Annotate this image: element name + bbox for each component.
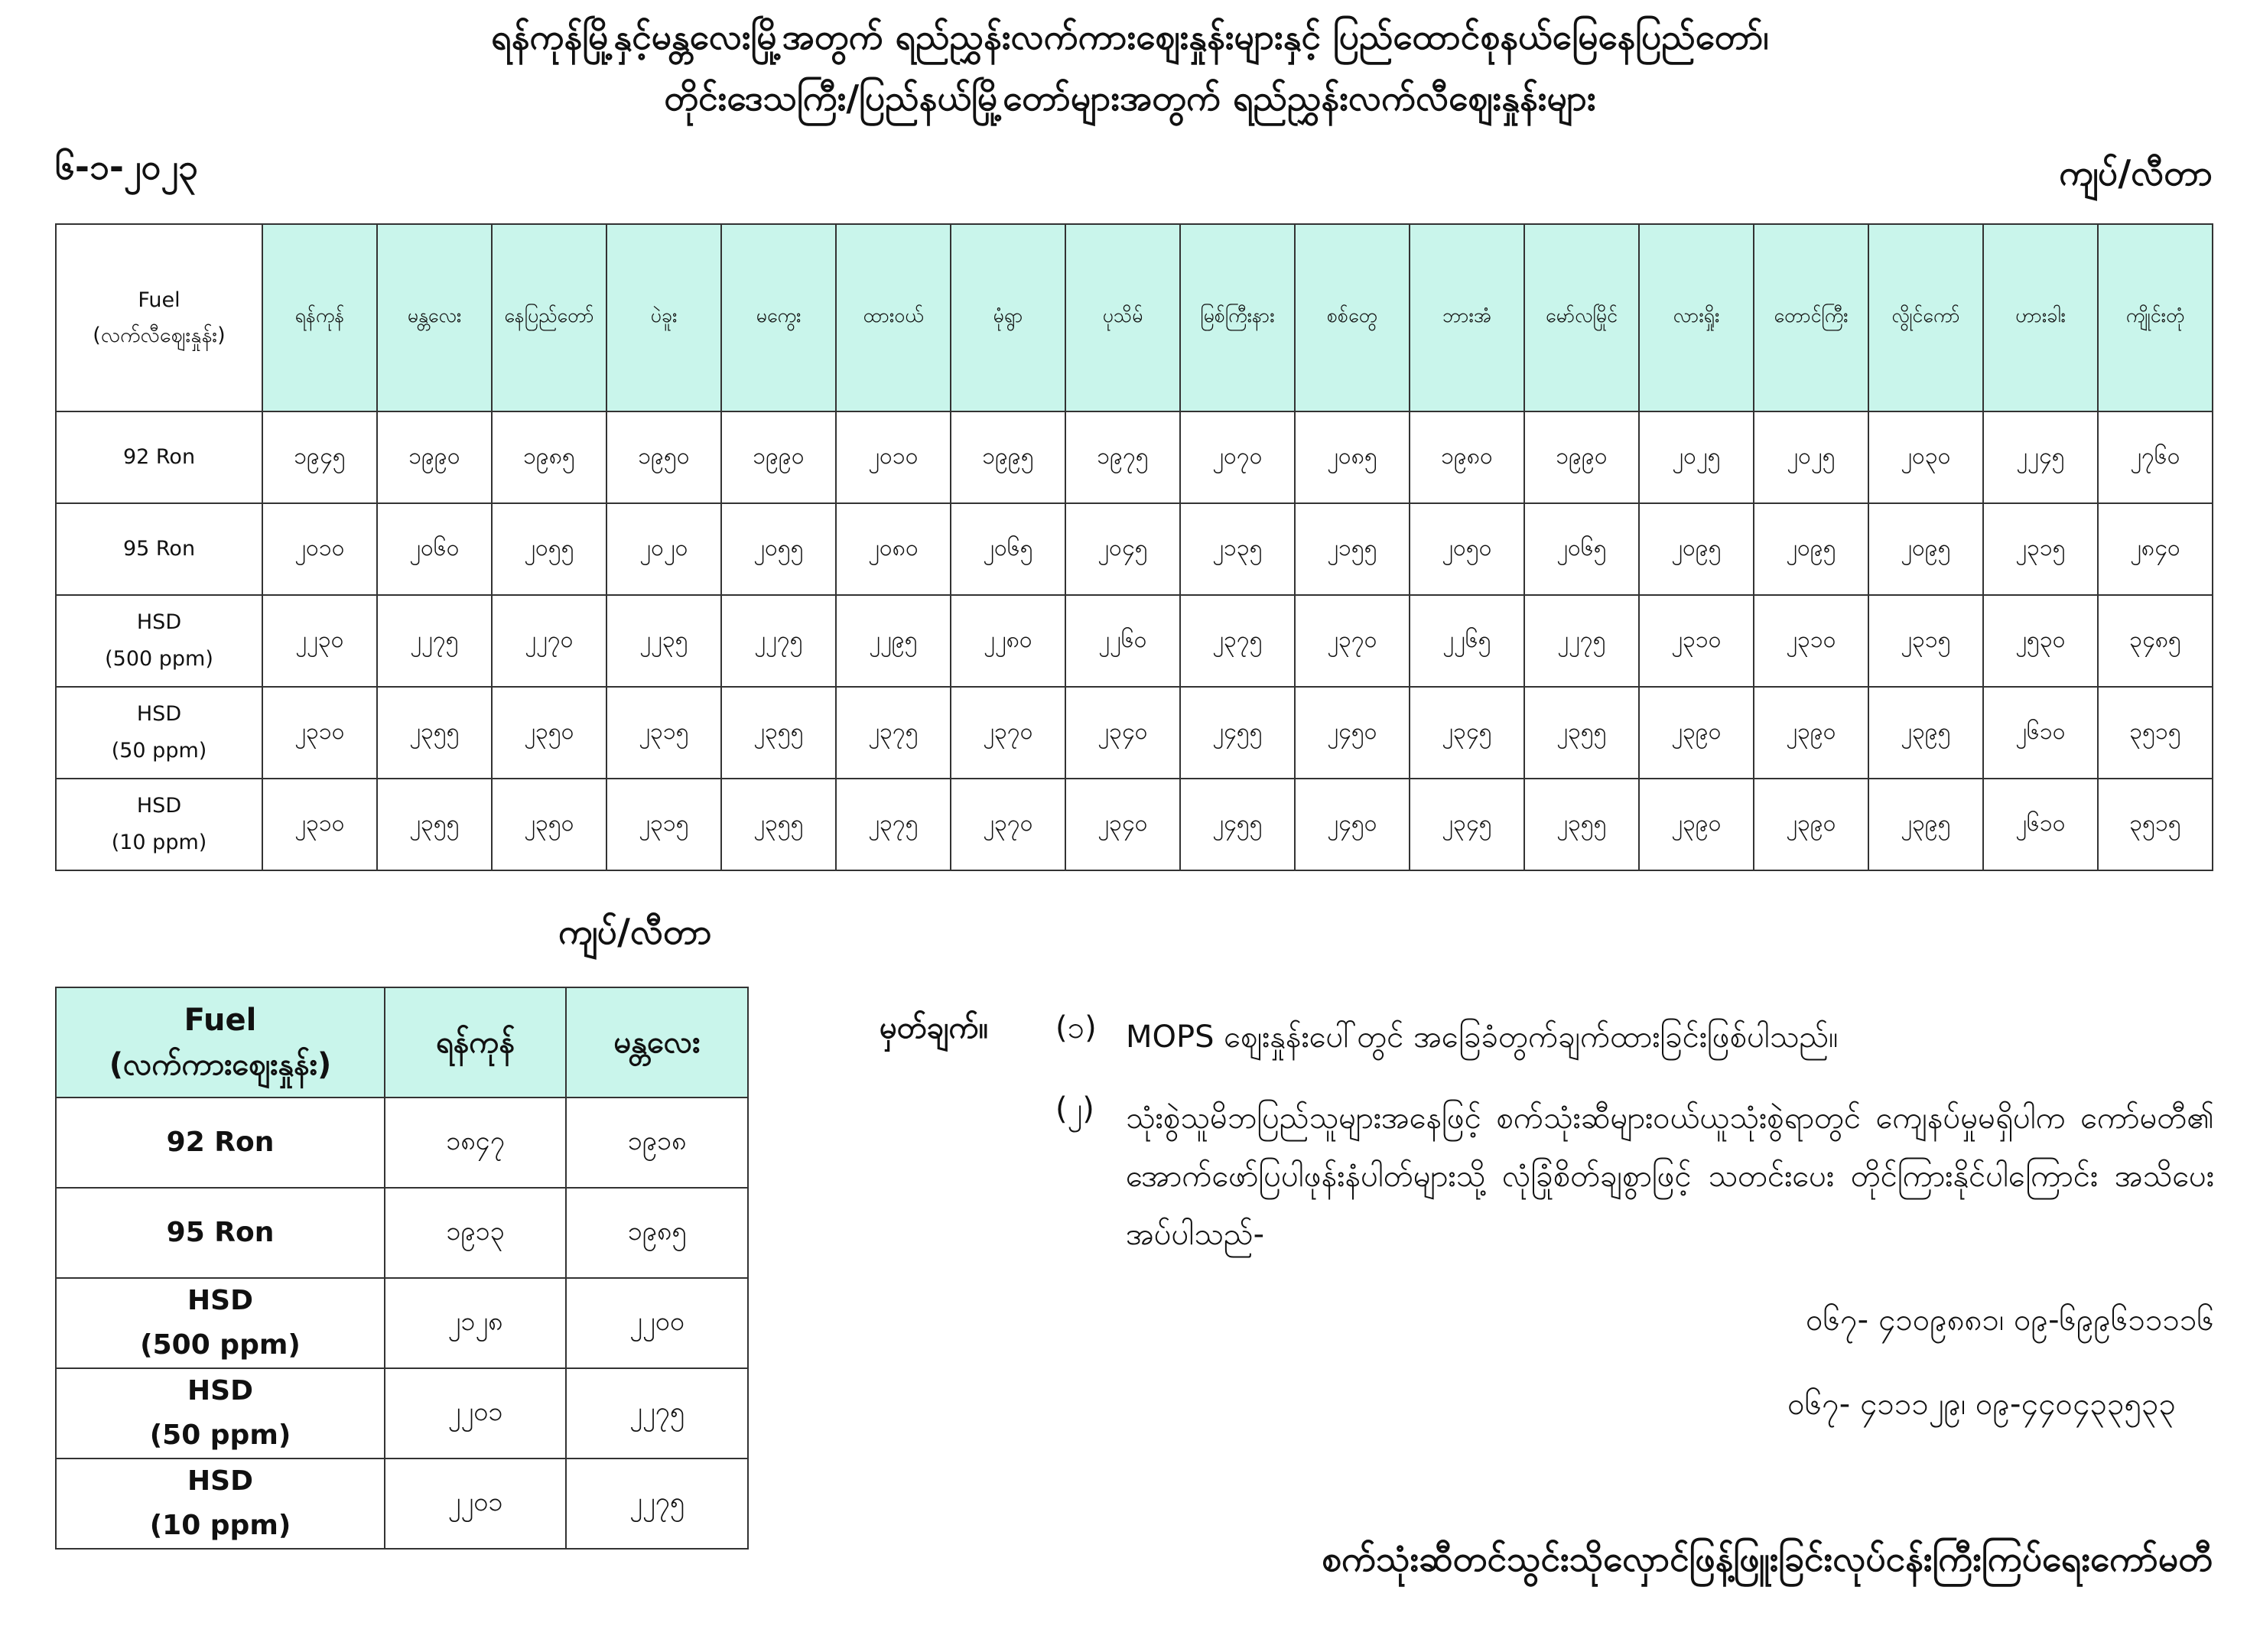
fuel-type-name: 95 Ron xyxy=(122,537,196,561)
price-cell: ၂၄၅၀ xyxy=(1295,779,1410,870)
fuel-type-name: HSD xyxy=(136,794,182,818)
price-cell: ၃၄၈၅ xyxy=(2098,595,2213,687)
fuel-type-name: HSD xyxy=(187,1375,253,1406)
fuel-type-spec: (10 ppm) xyxy=(149,1510,291,1541)
price-cell: ၂၀၆၅ xyxy=(951,503,1065,595)
price-cell: ၁၉၉၀ xyxy=(721,411,836,503)
price-cell: ၂၀၂၅ xyxy=(1639,411,1754,503)
fuel-column-header xyxy=(56,224,262,411)
page-title-line2: တိုင်းဒေသကြီး/ပြည်နယ်မြို့တော်များအတွက် ရည်ညွှန်းလက်လီဈေးနှုန်းများ xyxy=(664,77,1596,119)
price-cell: ၂၃၁၀ xyxy=(1639,595,1754,687)
price-cell: ၂၃၇၅ xyxy=(836,687,951,779)
fuel-type-label xyxy=(56,687,262,779)
price-cell: ၂၃၅၀ xyxy=(492,687,606,779)
price-cell: ၂၃၄၅ xyxy=(1410,687,1524,779)
price-cell: ၂၀၈၅ xyxy=(1295,411,1410,503)
phone-numbers-1: ၀၆၇- ၄၁၀၉၈၈၁၊ ၀၉-၆၉၉၆၁၁၁၁၆ xyxy=(1806,1302,2214,1338)
price-cell: ၂၃၉၅ xyxy=(1868,687,1983,779)
date-label: ၆-၁-၂၀၂၃ xyxy=(55,146,198,187)
price-cell: ၂၂၇၅ xyxy=(721,595,836,687)
price-cell: ၂၂၃၀ xyxy=(262,595,377,687)
fuel-column-header xyxy=(56,987,385,1098)
wholesale-price-table xyxy=(55,987,749,1550)
price-cell: ၂၀၁၀ xyxy=(262,503,377,595)
city-header: ဘားအံ xyxy=(1410,224,1524,411)
price-cell: ၂၂၇၅ xyxy=(566,1459,748,1549)
fuel-header-line1: Fuel xyxy=(138,288,180,312)
wholesale-header-row xyxy=(56,987,748,1098)
city-header: မုံရွာ xyxy=(951,224,1065,411)
price-cell: ၂၁၅၅ xyxy=(1295,503,1410,595)
fuel-type-label xyxy=(56,1188,385,1278)
fuel-type-name: HSD xyxy=(187,1465,253,1497)
price-cell: ၂၃၇၀ xyxy=(951,779,1065,870)
city-header: စစ်တွေ xyxy=(1295,224,1410,411)
price-cell: ၁၉၁၃ xyxy=(385,1188,566,1278)
price-cell: ၂၆၁၀ xyxy=(1983,779,2098,870)
table-row xyxy=(56,1278,748,1368)
price-cell: ၂၃၅၅ xyxy=(377,779,492,870)
price-cell: ၁၉၈၅ xyxy=(492,411,606,503)
price-cell: ၂၂၆၅ xyxy=(1410,595,1524,687)
fuel-type-label xyxy=(56,779,262,870)
price-cell: ၂၀၈၀ xyxy=(836,503,951,595)
price-cell: ၃၅၁၅ xyxy=(2098,779,2213,870)
price-cell: ၂၆၁၀ xyxy=(1983,687,2098,779)
price-cell: ၂၃၉၅ xyxy=(1868,779,1983,870)
fuel-type-name: HSD xyxy=(136,702,182,726)
price-cell: ၂၃၁၅ xyxy=(606,687,721,779)
price-cell: ၂၃၁၅ xyxy=(1983,503,2098,595)
price-cell: ၁၉၉၅ xyxy=(951,411,1065,503)
city-header: ဟားခါး xyxy=(1983,224,2098,411)
fuel-type-label xyxy=(56,1098,385,1188)
fuel-type-label xyxy=(56,595,262,687)
price-cell: ၂၃၄၀ xyxy=(1065,687,1180,779)
price-cell: ၂၂၇၀ xyxy=(492,595,606,687)
price-cell: ၂၀၁၀ xyxy=(836,411,951,503)
price-cell: ၂၂၃၅ xyxy=(606,595,721,687)
price-cell: ၂၀၉၅ xyxy=(1754,503,1868,595)
city-header: ကျိုင်းတုံ xyxy=(2098,224,2213,411)
price-cell: ၂၀၅၅ xyxy=(492,503,606,595)
price-cell: ၂၃၅၅ xyxy=(721,779,836,870)
price-cell: ၂၀၇၀ xyxy=(1180,411,1295,503)
price-cell: ၂၀၄၅ xyxy=(1065,503,1180,595)
fuel-type-name: 95 Ron xyxy=(166,1217,275,1248)
price-cell: ၂၃၇၅ xyxy=(836,779,951,870)
price-cell: ၂၃၇၅ xyxy=(1180,595,1295,687)
price-cell: ၂၃၉၀ xyxy=(1639,687,1754,779)
price-cell: ၂၃၅၀ xyxy=(492,779,606,870)
fuel-type-label xyxy=(56,503,262,595)
price-cell: ၁၉၉၀ xyxy=(377,411,492,503)
price-cell: ၂၃၉၀ xyxy=(1754,687,1868,779)
price-cell: ၂၂၀၁ xyxy=(385,1459,566,1549)
price-cell: ၁၉၉၀ xyxy=(1524,411,1639,503)
price-cell: ၂၂၇၅ xyxy=(377,595,492,687)
fuel-type-name: 92 Ron xyxy=(122,445,196,469)
price-cell: ၂၀၅၀ xyxy=(1410,503,1524,595)
city-header: မန္တလေး xyxy=(566,987,748,1098)
price-cell: ၂၀၉၅ xyxy=(1868,503,1983,595)
table-row xyxy=(56,1368,748,1459)
city-header: မော်လမြိုင် xyxy=(1524,224,1639,411)
price-cell: ၂၂၀၁ xyxy=(385,1368,566,1459)
note-1-number: (၁) xyxy=(1055,1010,1097,1046)
fuel-type-label xyxy=(56,411,262,503)
price-cell: ၁၉၁၈ xyxy=(566,1098,748,1188)
fuel-type-label xyxy=(56,1368,385,1459)
table-row xyxy=(56,503,2213,595)
price-cell: ၂၁၂၈ xyxy=(385,1278,566,1368)
city-header: မန္တလေး xyxy=(377,224,492,411)
city-header: ပုသိမ် xyxy=(1065,224,1180,411)
price-cell: ၂၃၅၅ xyxy=(721,687,836,779)
committee-name: စက်သုံးဆီတင်သွင်းသိုလှောင်ဖြန့်ဖြူးခြင်းလုပ်ငန်းကြီးကြပ်ရေးကော်မတီ xyxy=(1322,1538,2213,1579)
price-cell: ၂၄၅၀ xyxy=(1295,687,1410,779)
price-cell: ၂၃၉၀ xyxy=(1754,779,1868,870)
city-header: နေပြည်တော် xyxy=(492,224,606,411)
fuel-type-label xyxy=(56,1278,385,1368)
note-2-number: (၂) xyxy=(1055,1091,1094,1127)
price-cell: ၂၃၄၀ xyxy=(1065,779,1180,870)
price-cell: ၂၂၉၅ xyxy=(836,595,951,687)
fuel-header-line2: (လက်လီဈေးနှုန်း) xyxy=(93,323,226,347)
unit-label-wholesale: ကျပ်/လီတာ xyxy=(558,911,712,952)
price-cell: ၂၃၉၀ xyxy=(1639,779,1754,870)
price-cell: ၂၃၇၀ xyxy=(951,687,1065,779)
price-cell: ၂၂၀၀ xyxy=(566,1278,748,1368)
page-title-line1: ရန်ကုန်မြို့နှင့်မန္တလေးမြို့အတွက် ရည်ညွှန်းလက်ကားဈေးနှုန်းများနှင့် ပြည်ထောင်စုနယ်မြေနေပြည်တော်၊ xyxy=(491,16,1769,57)
price-cell: ၂၄၅၅ xyxy=(1180,779,1295,870)
price-cell: ၁၈၄၇ xyxy=(385,1098,566,1188)
fuel-header-line2: (လက်ကားဈေးနှုန်း) xyxy=(109,1047,332,1082)
price-cell: ၂၂၈၀ xyxy=(951,595,1065,687)
price-cell: ၂၂၇၅ xyxy=(1524,595,1639,687)
price-cell: ၂၃၅၅ xyxy=(1524,687,1639,779)
fuel-type-spec: (50 ppm) xyxy=(111,739,207,763)
price-cell: ၂၃၇၀ xyxy=(1295,595,1410,687)
city-header: မြစ်ကြီးနား xyxy=(1180,224,1295,411)
unit-label-retail: ကျပ်/လီတာ xyxy=(2059,152,2213,193)
price-cell: ၂၀၆၀ xyxy=(377,503,492,595)
table-row xyxy=(56,687,2213,779)
price-cell: ၂၁၃၅ xyxy=(1180,503,1295,595)
table-row xyxy=(56,1459,748,1549)
notes-label: မှတ်ချက်။ xyxy=(880,1010,988,1046)
price-cell: ၂၃၁၅ xyxy=(606,779,721,870)
price-cell: ၃၅၁၅ xyxy=(2098,687,2213,779)
price-cell: ၂၈၄၀ xyxy=(2098,503,2213,595)
note-1-text: MOPS ဈေးနှုန်းပေါ်တွင် အခြေခံတွက်ချက်ထားခြင်းဖြစ်ပါသည်။ xyxy=(1126,1019,1839,1055)
table-row xyxy=(56,595,2213,687)
fuel-type-name: 92 Ron xyxy=(166,1127,275,1158)
fuel-type-spec: (500 ppm) xyxy=(140,1329,301,1361)
price-cell: ၂၅၃၀ xyxy=(1983,595,2098,687)
city-header: လားရှိုး xyxy=(1639,224,1754,411)
price-cell: ၂၃၁၀ xyxy=(1754,595,1868,687)
price-cell: ၂၀၂၅ xyxy=(1754,411,1868,503)
price-cell: ၂၀၃၀ xyxy=(1868,411,1983,503)
table-row xyxy=(56,779,2213,870)
price-cell: ၂၃၁၀ xyxy=(262,779,377,870)
price-cell: ၁၉၇၅ xyxy=(1065,411,1180,503)
price-cell: ၂၃၅၅ xyxy=(1524,779,1639,870)
price-cell: ၂၃၁၅ xyxy=(1868,595,1983,687)
price-cell: ၁၉၄၅ xyxy=(262,411,377,503)
price-cell: ၂၃၅၅ xyxy=(377,687,492,779)
fuel-type-spec: (500 ppm) xyxy=(105,647,213,671)
fuel-type-label xyxy=(56,1459,385,1549)
city-header: မကွေး xyxy=(721,224,836,411)
phone-numbers-2: ၀၆၇- ၄၁၁၁၂၉၊ ၀၉-၄၄၀၄၃၃၅၃၃ xyxy=(1787,1387,2176,1422)
fuel-header-line1: Fuel xyxy=(184,1003,257,1038)
price-cell: ၂၀၉၅ xyxy=(1639,503,1754,595)
price-cell: ၂၂၆၀ xyxy=(1065,595,1180,687)
city-header: ထားဝယ် xyxy=(836,224,951,411)
city-header: တောင်ကြီး xyxy=(1754,224,1868,411)
city-header: ရန်ကုန် xyxy=(385,987,566,1098)
price-cell: ၂၄၅၅ xyxy=(1180,687,1295,779)
price-cell: ၂၀၅၅ xyxy=(721,503,836,595)
price-cell: ၁၉၈၅ xyxy=(566,1188,748,1278)
price-cell: ၂၃၄၅ xyxy=(1410,779,1524,870)
price-cell: ၂၂၇၅ xyxy=(566,1368,748,1459)
fuel-type-name: HSD xyxy=(136,610,182,634)
table-row xyxy=(56,411,2213,503)
price-cell: ၁၉၈၀ xyxy=(1410,411,1524,503)
fuel-type-name: HSD xyxy=(187,1285,253,1316)
price-cell: ၂၂၄၅ xyxy=(1983,411,2098,503)
retail-price-table xyxy=(55,223,2213,871)
table-row xyxy=(56,1188,748,1278)
note-2-text: သုံးစွဲသူမိဘပြည်သူများအနေဖြင့် စက်သုံးဆီများဝယ်ယူသုံးစွဲရာတွင် ကျေနပ်မှုမရှိပါက ကော်မတီ၏ အောက်ဖော်ပြပါဖုန်းနံပါတ်များသို့ လုံခြုံစိတ်ချစွာဖြင့် သတင်းပေး တိုင်ကြားနိုင်ပါကြောင်း အသိပေးအပ်ပါသည်- xyxy=(1126,1101,2214,1252)
price-cell: ၂၀၂၀ xyxy=(606,503,721,595)
fuel-type-spec: (50 ppm) xyxy=(149,1419,291,1451)
city-header: ရန်ကုန် xyxy=(262,224,377,411)
price-cell: ၂၀၆၅ xyxy=(1524,503,1639,595)
retail-header-row xyxy=(56,224,2213,411)
city-header: ပဲခူး xyxy=(606,224,721,411)
price-cell: ၂၇၆၀ xyxy=(2098,411,2213,503)
city-header: လွိုင်ကော် xyxy=(1868,224,1983,411)
price-cell: ၁၉၅၀ xyxy=(606,411,721,503)
table-row xyxy=(56,1098,748,1188)
price-cell: ၂၃၁၀ xyxy=(262,687,377,779)
fuel-type-spec: (10 ppm) xyxy=(111,831,207,854)
